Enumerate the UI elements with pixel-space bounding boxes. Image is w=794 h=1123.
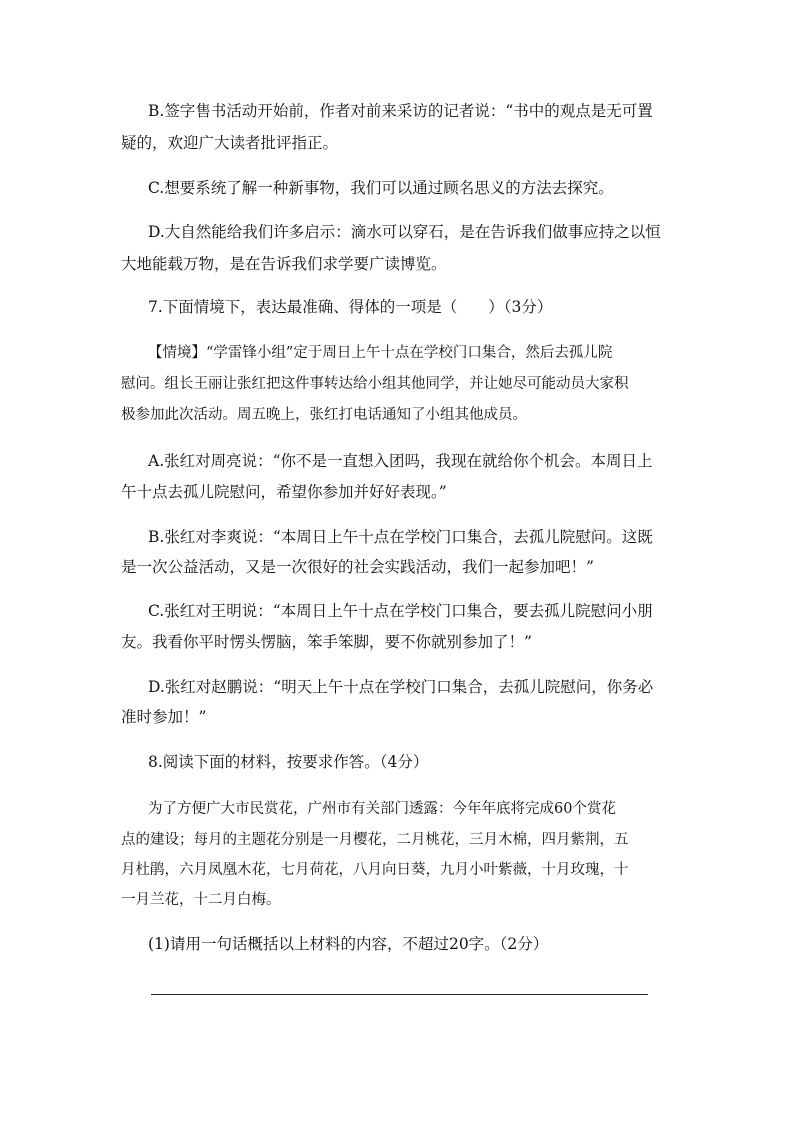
q8-material-line3: 月杜鹃，六月凤凰木花，七月荷花，八月向日葵，九月小叶紫薇，十月玫瑰，十	[121, 862, 629, 878]
q8-material-line4: 一月兰花，十二月白梅。	[121, 892, 281, 908]
q7-option-b-line2: 是一次公益活动，又是一次很好的社会实践活动，我们一起参加吧！”	[121, 558, 594, 576]
q7-option-a-line2: 午十点去孤儿院慰问，希望你参加并好好表现。”	[121, 483, 447, 501]
q7-context-line3: 极参加此次活动。周五晚上，张红打电话通知了小组其他成员。	[121, 407, 527, 423]
q7-option-d-line2: 准时参加！”	[121, 708, 207, 726]
q8-material-line1: 为了方便广大市民赏花，广州市有关部门透露：今年年底将完成60个赏花	[148, 801, 616, 817]
q7-option-a-line1: A.张红对周亮说：“你不是一直想入团吗，我现在就给你个机会。本周日上	[148, 452, 653, 470]
q7-context-line2: 慰问。组长王丽让张红把这件事转达给小组其他同学，并让她尽可能动员大家积	[121, 376, 629, 392]
q7-option-c-line1: C.张红对王明说：“本周日上午十点在学校门口集合，要去孤儿院慰问小朋	[148, 602, 653, 620]
q6-option-b-line2: 疑的，欢迎广大读者批评指正。	[121, 134, 339, 152]
q7-stem: 7.下面情境下，表达最准确、得体的一项是（ ）（3分）	[148, 298, 553, 316]
answer-blank-line[interactable]	[151, 994, 648, 995]
q7-option-c-line2: 友。我看你平时愣头愣脑，笨手笨脚，要不你就别参加了！”	[121, 633, 532, 651]
q6-option-c: C.想要系统了解一种新事物，我们可以通过顾名思义的方法去探究。	[148, 179, 614, 197]
q6-option-d-line1: D.大自然能给我们许多启示：滴水可以穿石，是在告诉我们做事应持之以恒	[148, 223, 661, 241]
q6-option-b-line1: B.签字售书活动开始前，作者对前来采访的记者说：“书中的观点是无可置	[148, 102, 653, 120]
q8-subquestion-1: (1)请用一句话概括以上材料的内容，不超过20字。（2分）	[148, 935, 549, 953]
q8-material-line2: 点的建设；每月的主题花分别是一月樱花，二月桃花，三月木棉，四月紫荆，五	[121, 832, 629, 848]
q6-option-d-line2: 大地能载万物，是在告诉我们求学要广读博览。	[121, 255, 447, 273]
q7-context-line1: 【情境】“学雷锋小组”定于周日上午十点在学校门口集合，然后去孤儿院	[148, 345, 613, 361]
q7-option-d-line1: D.张红对赵鹏说：“明天上午十点在学校门口集合，去孤儿院慰问，你务必	[148, 678, 654, 696]
q8-stem: 8.阅读下面的材料，按要求作答。（4分）	[148, 753, 429, 771]
q7-option-b-line1: B.张红对李爽说：“本周日上午十点在学校门口集合，去孤儿院慰问。这既	[148, 528, 653, 546]
